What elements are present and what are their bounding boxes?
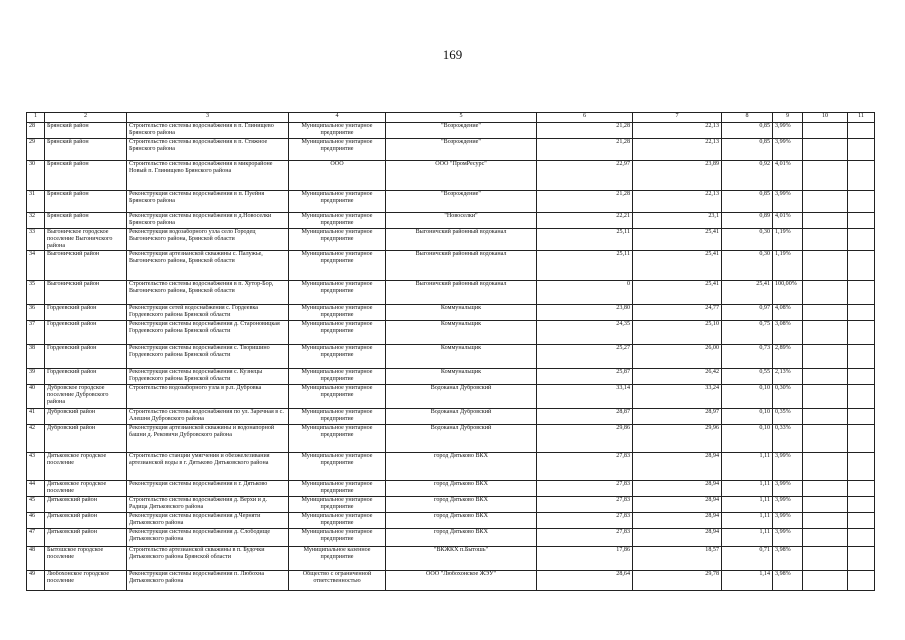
- value-col6-cell: 0: [537, 281, 633, 305]
- value-col6-cell: 25,11: [537, 229, 633, 251]
- table-row: [27, 281, 875, 305]
- header-row: [27, 113, 875, 123]
- operator-cell: Коммунальщик: [386, 345, 537, 369]
- row-number: 33: [27, 229, 45, 251]
- owner-cell: Муниципальное унитарное предприятие: [289, 229, 386, 251]
- district-cell: Брянский район: [45, 213, 127, 229]
- value-col7-cell: 23,1: [633, 213, 722, 229]
- project-cell: Реконструкция артезианской скважины с. Палужье, Выгоничского района, Брянской области: [127, 251, 289, 281]
- value-col8-cell: 0,73: [722, 345, 773, 369]
- owner-cell: Муниципальное унитарное предприятие: [289, 409, 386, 425]
- value-col7-cell: 22,13: [633, 123, 722, 139]
- col11-cell: [848, 497, 875, 513]
- col11-cell: [848, 321, 875, 345]
- project-cell: Строительство системы водоснабжения в микрорайоне Новый п. Глинищево Брянского района: [127, 161, 289, 191]
- value-col8-cell: 1,11: [722, 453, 773, 481]
- row-number: 38: [27, 345, 45, 369]
- project-cell: Строительство системы водоснабжения в п. Глинищево Брянского района: [127, 123, 289, 139]
- table-row: [27, 191, 875, 213]
- value-col8-cell: 0,30: [722, 251, 773, 281]
- district-cell: Выгоничский район: [45, 281, 127, 305]
- percent-cell: 3,99%: [773, 529, 803, 547]
- value-col6-cell: 24,35: [537, 321, 633, 345]
- owner-cell: Муниципальное унитарное предприятие: [289, 453, 386, 481]
- table-row: [27, 547, 875, 571]
- col10-cell: [803, 213, 848, 229]
- value-col6-cell: 27,83: [537, 497, 633, 513]
- value-col6-cell: 22,21: [537, 213, 633, 229]
- value-col8-cell: 1,11: [722, 513, 773, 529]
- table-row: [27, 529, 875, 547]
- value-col6-cell: 28,87: [537, 409, 633, 425]
- value-col8-cell: 25,41: [722, 281, 773, 305]
- district-cell: Любохонское городское поселение: [45, 571, 127, 591]
- col10-cell: [803, 453, 848, 481]
- value-col7-cell: 28,94: [633, 529, 722, 547]
- value-col6-cell: 17,86: [537, 547, 633, 571]
- col10-cell: [803, 409, 848, 425]
- owner-cell: ООО: [289, 161, 386, 191]
- col11-cell: [848, 529, 875, 547]
- row-number: 44: [27, 481, 45, 497]
- district-cell: Гордеевский район: [45, 305, 127, 321]
- value-col8-cell: 1,11: [722, 497, 773, 513]
- value-col7-cell: 22,13: [633, 191, 722, 213]
- operator-cell: Водоканал Дубровский: [386, 385, 537, 409]
- row-number: 49: [27, 571, 45, 591]
- value-col8-cell: 0,10: [722, 425, 773, 453]
- value-col6-cell: 22,97: [537, 161, 633, 191]
- table-row: [27, 123, 875, 139]
- owner-cell: Муниципальное унитарное предприятие: [289, 513, 386, 529]
- table-row: [27, 571, 875, 591]
- operator-cell: Коммунальщик: [386, 369, 537, 385]
- col10-cell: [803, 345, 848, 369]
- operator-cell: "ВКЖКХ п.Бытошь": [386, 547, 537, 571]
- row-number: 43: [27, 453, 45, 481]
- value-col7-cell: 28,94: [633, 481, 722, 497]
- project-cell: Строительство системы водоснабжения в п. Хутор-Бор, Выгоничского района, Брянской области: [127, 281, 289, 305]
- district-cell: Дубровское городское поселение Дубровского района: [45, 385, 127, 409]
- col11-cell: [848, 385, 875, 409]
- row-number: 40: [27, 385, 45, 409]
- row-number: 31: [27, 191, 45, 213]
- col11-cell: [848, 513, 875, 529]
- col10-cell: [803, 281, 848, 305]
- value-col8-cell: 0,75: [722, 321, 773, 345]
- value-col7-cell: 28,97: [633, 409, 722, 425]
- value-col6-cell: 29,86: [537, 425, 633, 453]
- district-cell: Дубровский район: [45, 425, 127, 453]
- value-col7-cell: 28,94: [633, 497, 722, 513]
- col10-cell: [803, 191, 848, 213]
- value-col6-cell: 25,11: [537, 251, 633, 281]
- row-number: 46: [27, 513, 45, 529]
- district-cell: Гордеевский район: [45, 345, 127, 369]
- value-col6-cell: 25,87: [537, 369, 633, 385]
- district-cell: Брянский район: [45, 139, 127, 161]
- value-col6-cell: 25,27: [537, 345, 633, 369]
- col10-cell: [803, 481, 848, 497]
- owner-cell: Муниципальное унитарное предприятие: [289, 481, 386, 497]
- table-row: [27, 481, 875, 497]
- project-cell: Строительство артезианской скважины в п. Будочки Дятьковского района Брянской области: [127, 547, 289, 571]
- operator-cell: Выгоничский районный водоканал: [386, 229, 537, 251]
- row-number: 35: [27, 281, 45, 305]
- percent-cell: 3,98%: [773, 547, 803, 571]
- value-col6-cell: 21,28: [537, 139, 633, 161]
- value-col8-cell: 1,11: [722, 481, 773, 497]
- table-row: [27, 345, 875, 369]
- district-cell: Брянский район: [45, 161, 127, 191]
- district-cell: Брянский район: [45, 191, 127, 213]
- district-cell: Дятьковский район: [45, 529, 127, 547]
- table-row: [27, 305, 875, 321]
- value-col7-cell: 29,78: [633, 571, 722, 591]
- operator-cell: Выгоничский районный водоканал: [386, 281, 537, 305]
- percent-cell: 2,89%: [773, 345, 803, 369]
- value-col7-cell: 24,77: [633, 305, 722, 321]
- table-row: [27, 453, 875, 481]
- district-cell: Дятьковское городское поселение: [45, 481, 127, 497]
- project-cell: Реконструкция системы водоснабжения в п. Пуейня Брянского района: [127, 191, 289, 213]
- district-cell: Выгоничское городское поселение Выгоничского района: [45, 229, 127, 251]
- value-col8-cell: 1,11: [722, 529, 773, 547]
- col11-cell: [848, 453, 875, 481]
- col10-cell: [803, 123, 848, 139]
- operator-cell: город Дятьково ВКХ: [386, 497, 537, 513]
- value-col7-cell: 28,94: [633, 453, 722, 481]
- owner-cell: Муниципальное унитарное предприятие: [289, 251, 386, 281]
- district-cell: Дубровский район: [45, 409, 127, 425]
- owner-cell: Муниципальное унитарное предприятие: [289, 213, 386, 229]
- owner-cell: Муниципальное унитарное предприятие: [289, 191, 386, 213]
- column-header-7: 7: [633, 113, 722, 123]
- project-cell: Реконструкция системы водоснабжения с. Творишино Гордеевского района Брянской области: [127, 345, 289, 369]
- project-cell: Реконструкция системы водоснабжения в д.Новоселки Брянского района: [127, 213, 289, 229]
- district-cell: Бытошское городское поселение: [45, 547, 127, 571]
- value-col8-cell: 0,89: [722, 213, 773, 229]
- operator-cell: город Дятьково ВКХ: [386, 529, 537, 547]
- operator-cell: Коммунальщик: [386, 305, 537, 321]
- percent-cell: 3,08%: [773, 321, 803, 345]
- row-number: 29: [27, 139, 45, 161]
- value-col6-cell: 21,28: [537, 123, 633, 139]
- project-cell: Реконструкция системы водоснабжения с. Кузнецы Гордеевского района Брянской области: [127, 369, 289, 385]
- value-col8-cell: 0,30: [722, 229, 773, 251]
- page-number: 169: [442, 47, 463, 62]
- percent-cell: 4,08%: [773, 305, 803, 321]
- row-number: 48: [27, 547, 45, 571]
- row-number: 28: [27, 123, 45, 139]
- project-cell: Реконструкция сетей водоснабжения с. Гордеевка Гордеевского района Брянской области: [127, 305, 289, 321]
- project-cell: Реконструкция системы водоснабжения п. Любохна Дятьковского района: [127, 571, 289, 591]
- value-col7-cell: 26,42: [633, 369, 722, 385]
- percent-cell: 0,33%: [773, 425, 803, 453]
- district-cell: Дятьковское городское поселение: [45, 453, 127, 481]
- col10-cell: [803, 139, 848, 161]
- col10-cell: [803, 571, 848, 591]
- col11-cell: [848, 409, 875, 425]
- percent-cell: 1,19%: [773, 229, 803, 251]
- table-row: [27, 161, 875, 191]
- column-header-9: 9: [773, 113, 803, 123]
- percent-cell: 1,19%: [773, 251, 803, 281]
- project-cell: Строительство системы водоснабжения в п. Стяжное Брянского района: [127, 139, 289, 161]
- value-col6-cell: 27,83: [537, 513, 633, 529]
- value-col7-cell: 25,41: [633, 281, 722, 305]
- table-row: [27, 321, 875, 345]
- col11-cell: [848, 305, 875, 321]
- col10-cell: [803, 547, 848, 571]
- column-header-6: 6: [537, 113, 633, 123]
- operator-cell: Выгоничский районный водоканал: [386, 251, 537, 281]
- table-row: [27, 409, 875, 425]
- operator-cell: "Новоселки": [386, 213, 537, 229]
- owner-cell: Муниципальное унитарное предприятие: [289, 497, 386, 513]
- owner-cell: Муниципальное унитарное предприятие: [289, 139, 386, 161]
- table-row: [27, 425, 875, 453]
- operator-cell: Коммунальщик: [386, 321, 537, 345]
- operator-cell: город Дятьково ВКХ: [386, 481, 537, 497]
- project-cell: Реконструкция системы водоснабжения д. Староновицкая Гордеевского района Брянской области: [127, 321, 289, 345]
- column-header-5: 5: [386, 113, 537, 123]
- col10-cell: [803, 529, 848, 547]
- project-cell: Реконструкция системы водоснабжения в г. Дятьково: [127, 481, 289, 497]
- column-header-11: 11: [848, 113, 875, 123]
- percent-cell: 0,30%: [773, 385, 803, 409]
- percent-cell: 0,35%: [773, 409, 803, 425]
- value-col7-cell: 22,13: [633, 139, 722, 161]
- col11-cell: [848, 191, 875, 213]
- value-col7-cell: 29,96: [633, 425, 722, 453]
- row-number: 32: [27, 213, 45, 229]
- owner-cell: Муниципальное унитарное предприятие: [289, 123, 386, 139]
- col11-cell: [848, 369, 875, 385]
- row-number: 34: [27, 251, 45, 281]
- value-col8-cell: 0,10: [722, 385, 773, 409]
- col10-cell: [803, 161, 848, 191]
- value-col7-cell: 25,41: [633, 251, 722, 281]
- owner-cell: Общество с ограниченной ответственностью: [289, 571, 386, 591]
- row-number: 39: [27, 369, 45, 385]
- value-col8-cell: 0,55: [722, 369, 773, 385]
- operator-cell: ООО "ПромРесурс": [386, 161, 537, 191]
- value-col8-cell: 0,85: [722, 191, 773, 213]
- column-header-8: 8: [722, 113, 773, 123]
- operator-cell: город Дятьково ВКХ: [386, 513, 537, 529]
- value-col6-cell: 28,64: [537, 571, 633, 591]
- project-cell: Реконструкция артезианской скважины и водонапорной башни д. Рековичи Дубровского района: [127, 425, 289, 453]
- value-col7-cell: 25,10: [633, 321, 722, 345]
- district-cell: Гордеевский район: [45, 369, 127, 385]
- value-col7-cell: 28,94: [633, 513, 722, 529]
- col11-cell: [848, 345, 875, 369]
- district-cell: Брянский район: [45, 123, 127, 139]
- col10-cell: [803, 305, 848, 321]
- col10-cell: [803, 513, 848, 529]
- district-cell: Гордеевский район: [45, 321, 127, 345]
- col11-cell: [848, 425, 875, 453]
- project-cell: Реконструкция системы водоснабжения д. Слободище Дятьковского района: [127, 529, 289, 547]
- column-header-1: 1: [27, 113, 45, 123]
- data-table: [26, 112, 875, 591]
- owner-cell: Муниципальное унитарное предприятие: [289, 385, 386, 409]
- percent-cell: 4,01%: [773, 161, 803, 191]
- col10-cell: [803, 251, 848, 281]
- col10-cell: [803, 369, 848, 385]
- project-cell: Строительство водозаборного узла в р.п. Дубровка: [127, 385, 289, 409]
- row-number: 47: [27, 529, 45, 547]
- col11-cell: [848, 481, 875, 497]
- percent-cell: 4,01%: [773, 213, 803, 229]
- row-number: 30: [27, 161, 45, 191]
- percent-cell: 3,99%: [773, 191, 803, 213]
- owner-cell: Муниципальное унитарное предприятие: [289, 321, 386, 345]
- operator-cell: "Возрождение": [386, 123, 537, 139]
- table-row: [27, 251, 875, 281]
- project-cell: Строительство станции умягчения и обезжелезивания артезианской воды в г. Дятьково Дятьковского района: [127, 453, 289, 481]
- value-col8-cell: 0,92: [722, 161, 773, 191]
- value-col8-cell: 0,85: [722, 123, 773, 139]
- project-cell: Строительство системы водоснабжения д. Верхи и д. Радица Дятьковского района: [127, 497, 289, 513]
- table-row: [27, 385, 875, 409]
- col10-cell: [803, 425, 848, 453]
- row-number: 41: [27, 409, 45, 425]
- project-cell: Реконструкция системы водоснабжения д.Черняти Дятьковского района: [127, 513, 289, 529]
- percent-cell: 100,00%: [773, 281, 803, 305]
- value-col6-cell: 27,83: [537, 529, 633, 547]
- col10-cell: [803, 385, 848, 409]
- project-cell: Реконструкция водозаборного узла село Городец Выгоничского района, Брянской области: [127, 229, 289, 251]
- col11-cell: [848, 251, 875, 281]
- owner-cell: Муниципальное унитарное предприятие: [289, 281, 386, 305]
- value-col7-cell: 23,89: [633, 161, 722, 191]
- value-col8-cell: 0,85: [722, 139, 773, 161]
- district-cell: Дятьковский район: [45, 497, 127, 513]
- value-col7-cell: 18,57: [633, 547, 722, 571]
- operator-cell: "Возрождение": [386, 139, 537, 161]
- col11-cell: [848, 123, 875, 139]
- col11-cell: [848, 229, 875, 251]
- operator-cell: город Дятьково ВКХ: [386, 453, 537, 481]
- district-cell: Выгоничский район: [45, 251, 127, 281]
- col11-cell: [848, 139, 875, 161]
- operator-cell: ООО "Любохонское ЖЭУ": [386, 571, 537, 591]
- percent-cell: 3,99%: [773, 123, 803, 139]
- col10-cell: [803, 497, 848, 513]
- owner-cell: Муниципальное унитарное предприятие: [289, 529, 386, 547]
- percent-cell: 3,99%: [773, 481, 803, 497]
- owner-cell: Муниципальное казенное предприятие: [289, 547, 386, 571]
- value-col7-cell: 25,41: [633, 229, 722, 251]
- value-col6-cell: 23,80: [537, 305, 633, 321]
- operator-cell: "Возрождение": [386, 191, 537, 213]
- col11-cell: [848, 547, 875, 571]
- owner-cell: Муниципальное унитарное предприятие: [289, 345, 386, 369]
- percent-cell: 3,99%: [773, 139, 803, 161]
- value-col8-cell: 0,71: [722, 547, 773, 571]
- value-col7-cell: 33,24: [633, 385, 722, 409]
- district-cell: Дятьковский район: [45, 513, 127, 529]
- owner-cell: Муниципальное унитарное предприятие: [289, 305, 386, 321]
- percent-cell: 3,98%: [773, 571, 803, 591]
- value-col7-cell: 26,00: [633, 345, 722, 369]
- col11-cell: [848, 161, 875, 191]
- table-row: [27, 139, 875, 161]
- column-header-4: 4: [289, 113, 386, 123]
- project-cell: Строительство системы водоснабжения по ул. Заречная в с. Алешня Дубровского района: [127, 409, 289, 425]
- table-row: [27, 369, 875, 385]
- col10-cell: [803, 321, 848, 345]
- value-col6-cell: 21,28: [537, 191, 633, 213]
- column-header-2: 2: [45, 113, 127, 123]
- table-row: [27, 497, 875, 513]
- table-row: [27, 229, 875, 251]
- table-body: [27, 123, 875, 591]
- percent-cell: 3,99%: [773, 453, 803, 481]
- table-row: [27, 213, 875, 229]
- table-row: [27, 513, 875, 529]
- value-col8-cell: 1,14: [722, 571, 773, 591]
- percent-cell: 2,13%: [773, 369, 803, 385]
- row-number: 45: [27, 497, 45, 513]
- column-header-10: 10: [803, 113, 848, 123]
- col11-cell: [848, 281, 875, 305]
- value-col8-cell: 0,97: [722, 305, 773, 321]
- col10-cell: [803, 229, 848, 251]
- percent-cell: 3,99%: [773, 513, 803, 529]
- value-col6-cell: 27,83: [537, 453, 633, 481]
- row-number: 42: [27, 425, 45, 453]
- value-col6-cell: 33,14: [537, 385, 633, 409]
- owner-cell: Муниципальное унитарное предприятие: [289, 369, 386, 385]
- percent-cell: 3,99%: [773, 497, 803, 513]
- col11-cell: [848, 213, 875, 229]
- col11-cell: [848, 571, 875, 591]
- owner-cell: Муниципальное унитарное предприятие: [289, 425, 386, 453]
- value-col6-cell: 27,83: [537, 481, 633, 497]
- column-header-3: 3: [127, 113, 289, 123]
- row-number: 37: [27, 321, 45, 345]
- value-col8-cell: 0,10: [722, 409, 773, 425]
- row-number: 36: [27, 305, 45, 321]
- operator-cell: Водоканал Дубровский: [386, 409, 537, 425]
- operator-cell: Водоканал Дубровский: [386, 425, 537, 453]
